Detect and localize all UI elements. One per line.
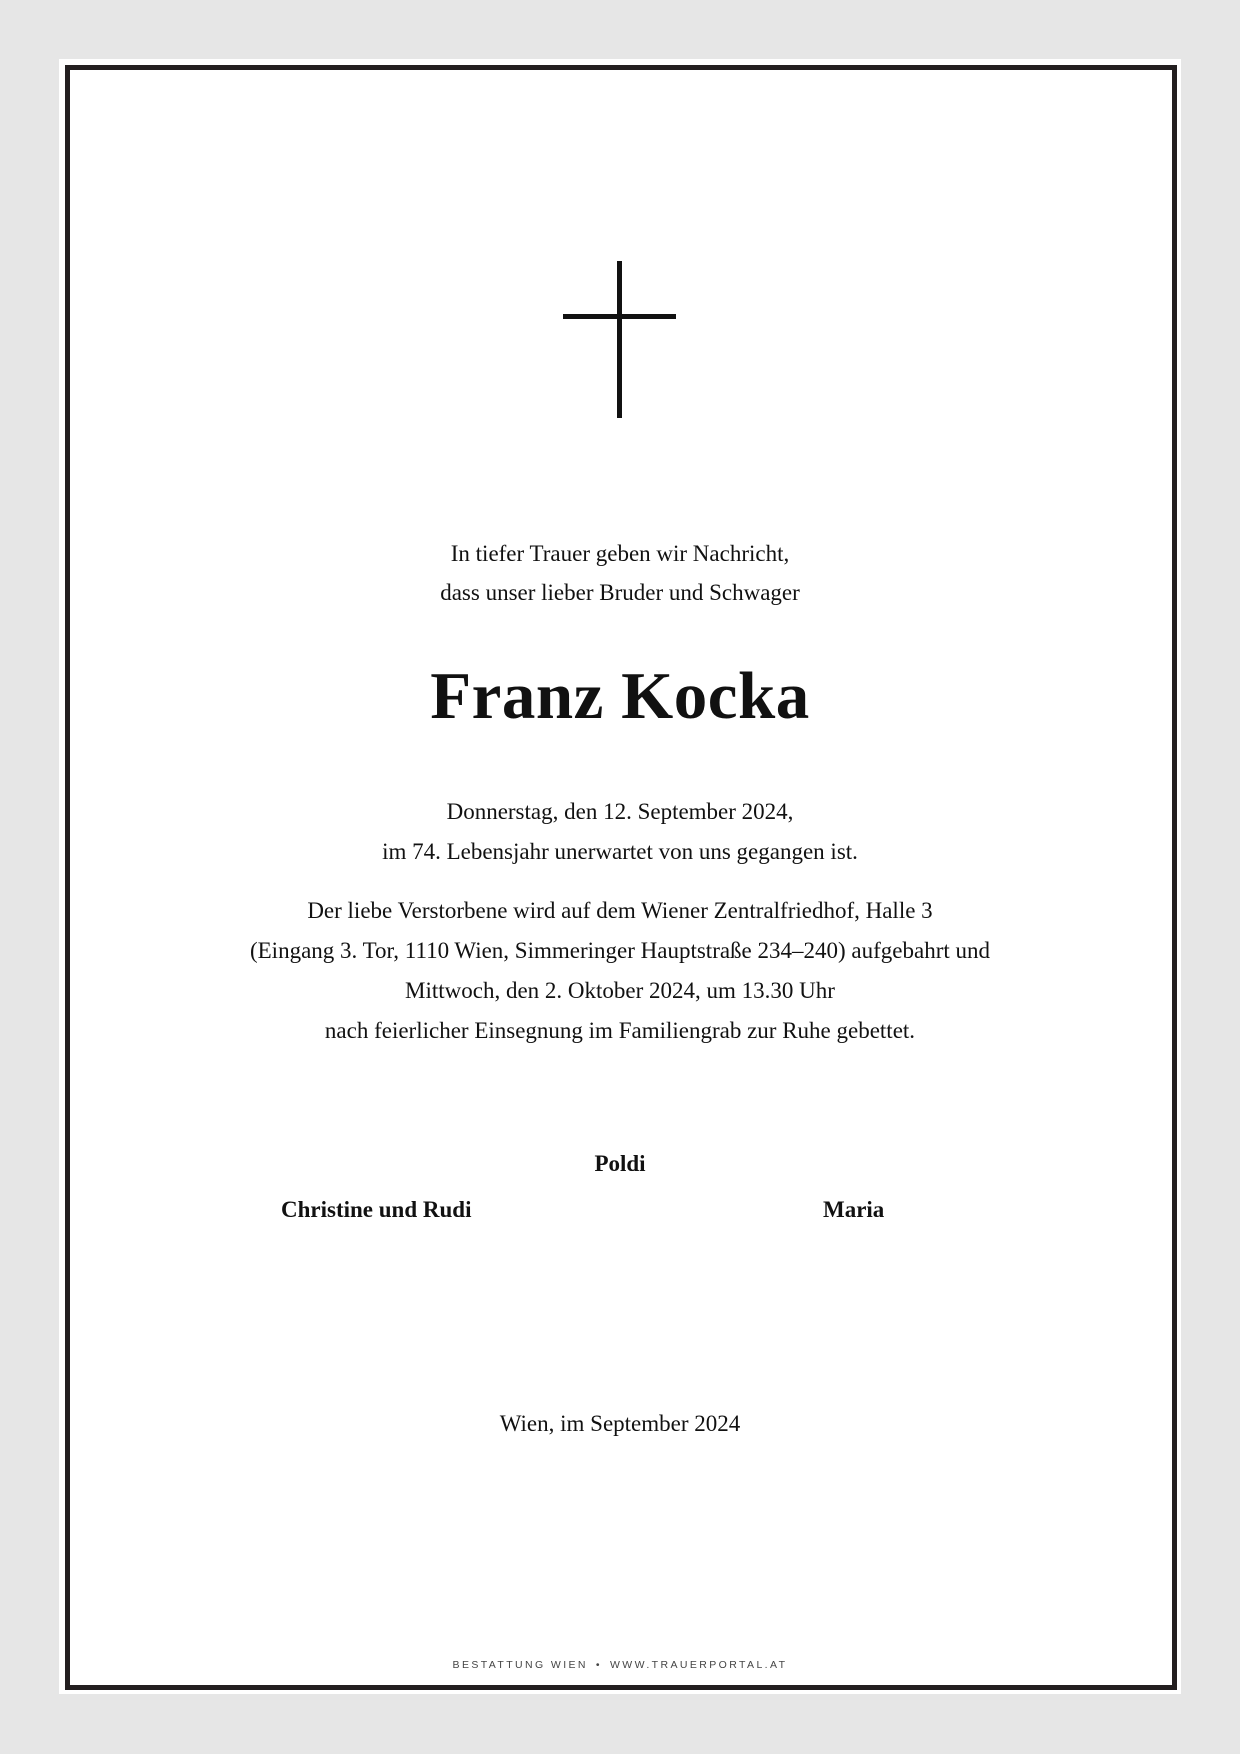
- death-line: Donnerstag, den 12. September 2024,: [446, 799, 794, 824]
- death-text: [0, 792, 1240, 872]
- intro-text: [0, 534, 1240, 612]
- mourner-right: Maria: [823, 1197, 885, 1222]
- burial-text: [0, 891, 1240, 1051]
- burial-line: nach feierlicher Einsegnung im Familiengrab zur Ruhe gebettet.: [324, 1018, 916, 1043]
- burial-line: Der liebe Verstorbene wird auf dem Wiener Zentralfriedhof, Halle 3: [307, 898, 933, 923]
- latin-cross-icon: [0, 0, 1240, 420]
- place-date: Wien, im September 2024: [499, 1411, 741, 1436]
- mourner-left: Christine und Rudi: [281, 1197, 472, 1222]
- burial-line: (Eingang 3. Tor, 1110 Wien, Simmeringer Hauptstraße 234–240) aufgebahrt und: [249, 938, 991, 963]
- footer-company: BESTATTUNG WIEN: [452, 1659, 588, 1671]
- cross-horizontal-bar: [563, 314, 676, 319]
- mourner-center: Poldi: [594, 1151, 646, 1176]
- deceased-name: Franz Kocka: [430, 659, 810, 733]
- intro-line: In tiefer Trauer geben wir Nachricht,: [450, 541, 790, 566]
- death-line: im 74. Lebensjahr unerwartet von uns gegangen ist.: [382, 839, 858, 864]
- burial-line: Mittwoch, den 2. Oktober 2024, um 13.30 Uhr: [405, 978, 835, 1003]
- footer: [0, 1659, 1240, 1671]
- intro-line: dass unser lieber Bruder und Schwager: [440, 580, 800, 605]
- footer-website: WWW.TRAUERPORTAL.AT: [610, 1659, 788, 1671]
- cross-vertical-bar: [617, 261, 622, 418]
- footer-separator: •: [595, 1659, 602, 1671]
